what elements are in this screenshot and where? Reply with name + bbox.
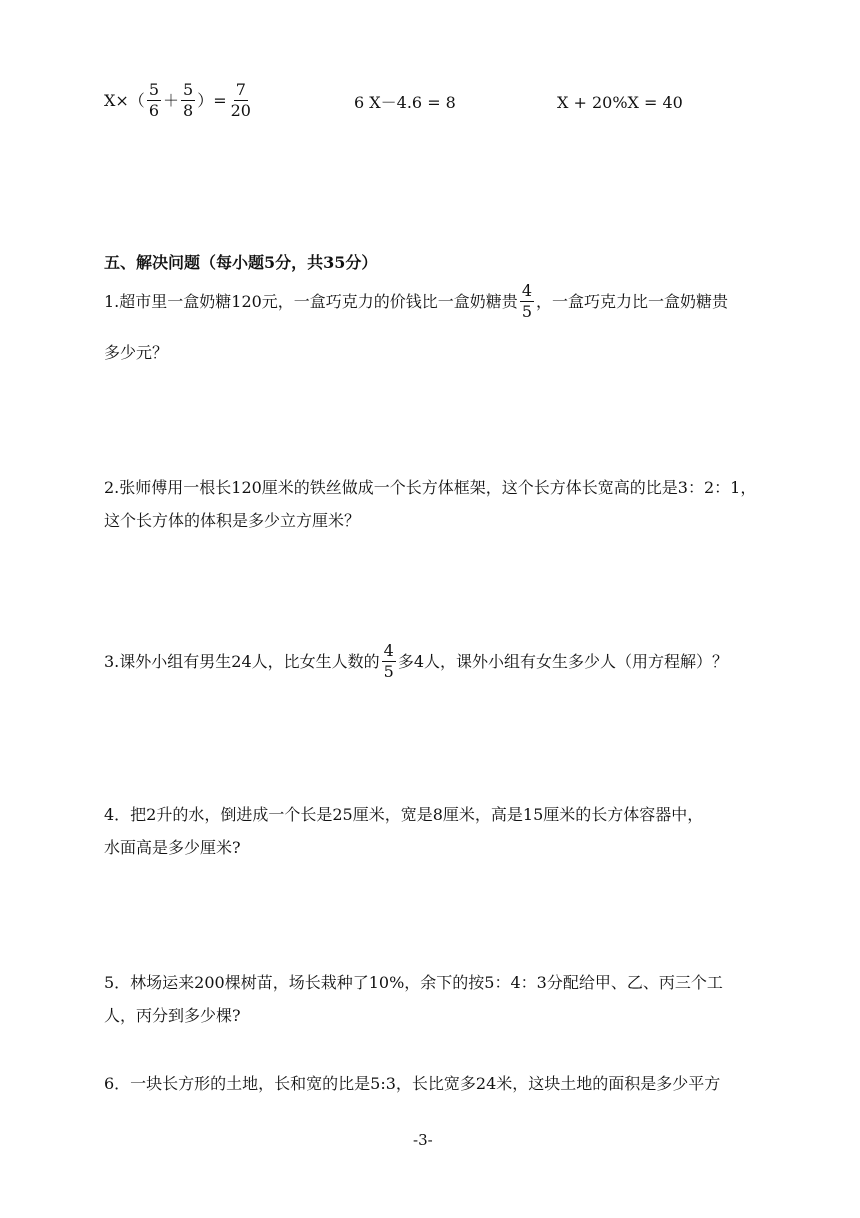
q1-fraction bbox=[520, 283, 534, 320]
q3-fraction-numerator: 4 bbox=[383, 641, 394, 660]
eq1-fraction-1 bbox=[147, 82, 161, 119]
eq1-f3-denominator: 20 bbox=[230, 101, 251, 120]
question-4-line-2: 水面高是多少厘米? bbox=[104, 838, 241, 857]
section-heading: 五、解决问题（每小题5分，共35分） bbox=[104, 253, 378, 272]
eq1-close: ）= bbox=[197, 90, 227, 110]
eq1-f3-numerator: 7 bbox=[235, 80, 246, 99]
question-2-line-2: 这个长方体的体积是多少立方厘米？ bbox=[104, 511, 361, 530]
q1-text-part1: 1.超市里一盒奶糖120元，一盒巧克力的价钱比一盒奶糖贵 bbox=[104, 291, 518, 311]
question-3 bbox=[104, 643, 728, 680]
eq1-prefix: X×（ bbox=[104, 90, 145, 110]
question-1-line-2: 多少元？ bbox=[104, 343, 169, 362]
eq1-plus: ＋ bbox=[163, 90, 180, 110]
q1-text-part2: ，一盒巧克力比一盒奶糖贵 bbox=[536, 291, 729, 311]
question-4-line-1: 4．把2升的水，倒进成一个长是25厘米，宽是8厘米，高是15厘米的长方体容器中， bbox=[104, 805, 704, 824]
eq1-f1-denominator: 6 bbox=[148, 101, 159, 120]
q3-fraction bbox=[382, 643, 396, 680]
eq1-fraction-3 bbox=[229, 82, 253, 119]
equation-1 bbox=[104, 82, 255, 119]
eq1-f2-denominator: 8 bbox=[183, 101, 194, 120]
q1-fraction-denominator: 5 bbox=[521, 302, 532, 321]
q3-text-part2: 多4人，课外小组有女生多少人（用方程解）？ bbox=[397, 651, 729, 671]
question-5-line-2: 人，丙分到多少棵? bbox=[104, 1006, 241, 1025]
eq1-fraction-2 bbox=[181, 82, 195, 119]
page-number: -3- bbox=[413, 1131, 433, 1149]
q3-text-part1: 3.课外小组有男生24人，比女生人数的 bbox=[104, 651, 380, 671]
q1-fraction-numerator: 4 bbox=[521, 281, 532, 300]
equation-2: 6 X－4.6 = 8 bbox=[354, 93, 456, 112]
eq1-f2-numerator: 5 bbox=[183, 80, 194, 99]
question-5-line-1: 5．林场运来200棵树苗，场长栽种了10%，余下的按5：4：3分配给甲、乙、丙三个工 bbox=[104, 973, 723, 992]
equation-3: X + 20%X = 40 bbox=[557, 93, 683, 112]
question-6-line-1: 6．一块长方形的土地，长和宽的比是5:3，长比宽多24米，这块土地的面积是多少平方 bbox=[104, 1074, 721, 1093]
eq1-f1-numerator: 5 bbox=[148, 80, 159, 99]
question-2-line-1: 2.张师傅用一根长120厘米的铁丝做成一个长方体框架，这个长方体长宽高的比是3：2：1， bbox=[104, 478, 757, 497]
question-1-line-1 bbox=[104, 283, 728, 320]
q3-fraction-denominator: 5 bbox=[383, 662, 394, 681]
